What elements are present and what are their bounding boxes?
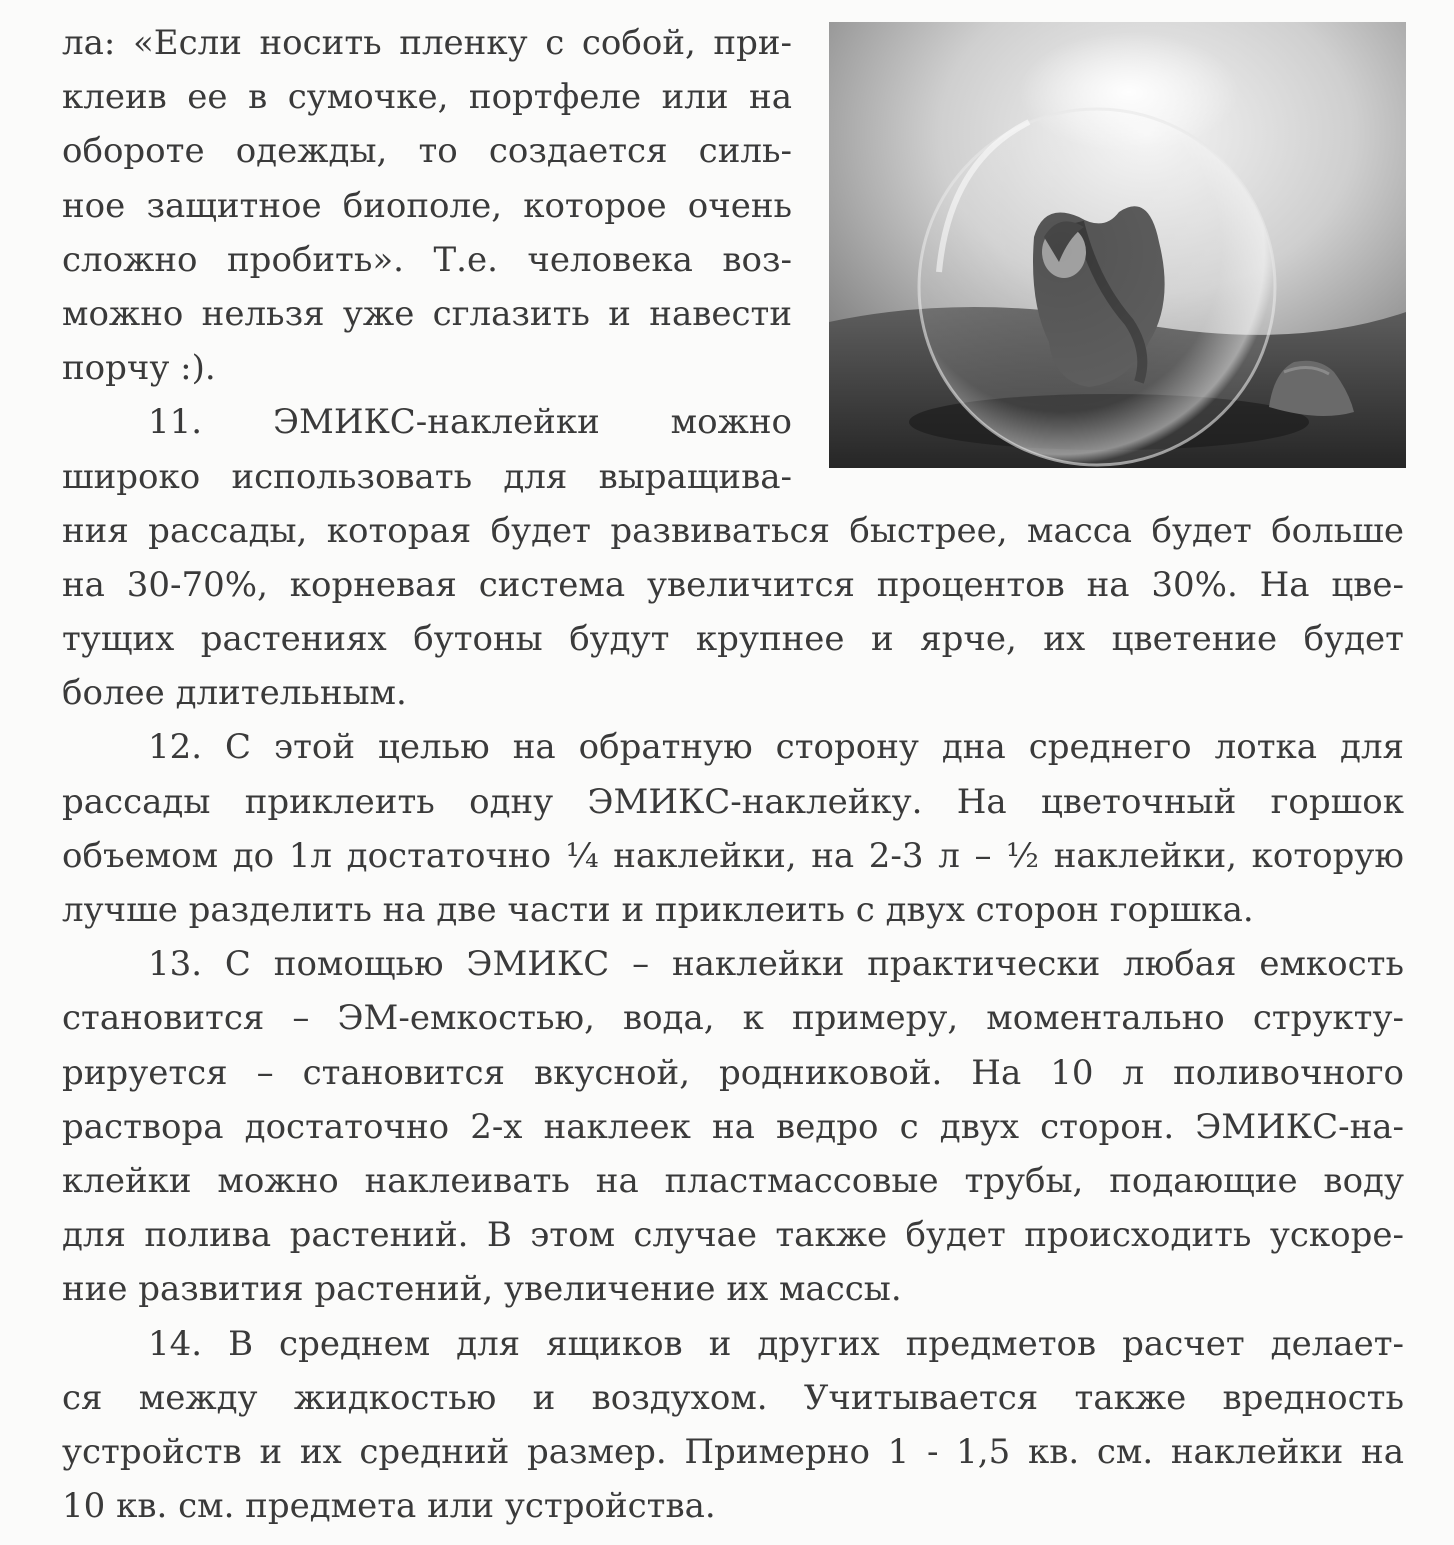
text-line: лучше разделить на две части и приклеить с двух сторон горшка. xyxy=(62,890,1254,930)
text-line: для полива растений. В этом случае также будет происходить ускоре- xyxy=(62,1215,1404,1256)
paragraph-12-start: 12. С этой целью на обратную сторону дна среднего лотка для xyxy=(148,727,1404,768)
text-line: рассады приклеить одну ЭМИКС-наклейку. На цветочный горшок xyxy=(62,781,1404,822)
text-line: объемом до 1л достаточно ¼ наклейки, на 2-3 л – ½ наклейки, которую xyxy=(62,835,1404,876)
text-line: можно нельзя уже сглазить и навести xyxy=(62,293,792,334)
text-line: рируется – становится вкусной, родниковой. На 10 л поливочного xyxy=(62,1052,1404,1093)
text-line: ное защитное биополе, которое очень xyxy=(62,185,792,226)
text-line: ния рассады, которая будет развиваться быстрее, масса будет больше xyxy=(62,510,1404,551)
text-line: обороте одежды, то создается силь- xyxy=(62,131,792,172)
paragraph-11-start: 11. ЭМИКС-наклейки можно xyxy=(148,402,792,443)
text-line: устройств и их средний размер. Примерно 1 - 1,5 кв. см. наклейки на xyxy=(62,1431,1404,1472)
text-line: раствора достаточно 2-х наклеек на ведро с двух сторон. ЭМИКС-на- xyxy=(62,1106,1404,1147)
text-line: широко использовать для выращива- xyxy=(62,456,792,497)
text-line: ся между жидкостью и воздухом. Учитывается также вредность xyxy=(62,1377,1404,1418)
text-line: клеив ее в сумочке, портфеле или на xyxy=(62,77,792,118)
paragraph-13-start: 13. С помощью ЭМИКС – наклейки практически любая емкость xyxy=(148,944,1404,985)
paragraph-14-start: 14. В среднем для ящиков и других предметов расчет делает- xyxy=(148,1323,1404,1364)
page-text xyxy=(62,16,1404,1533)
text-line: 10 кв. см. предмета или устройства. xyxy=(62,1486,716,1527)
text-line: более длительным. xyxy=(62,673,407,714)
text-line: становится – ЭМ-емкостью, вода, к примеру, моментально структу- xyxy=(62,998,1404,1039)
text-line: ла: «Если носить пленку с собой, при- xyxy=(62,23,792,63)
text-line: ние развития растений, увеличение их массы. xyxy=(62,1269,902,1310)
text-line: сложно пробить». Т.е. человека воз- xyxy=(62,239,792,280)
text-line: клейки можно наклеивать на пластмассовые трубы, подающие воду xyxy=(62,1160,1404,1201)
text-line: порчу :). xyxy=(62,348,216,389)
text-line: на 30-70%, корневая система увеличится процентов на 30%. На цве- xyxy=(62,564,1404,605)
text-line: тущих растениях бутоны будут крупнее и ярче, их цветение будет xyxy=(62,619,1404,660)
